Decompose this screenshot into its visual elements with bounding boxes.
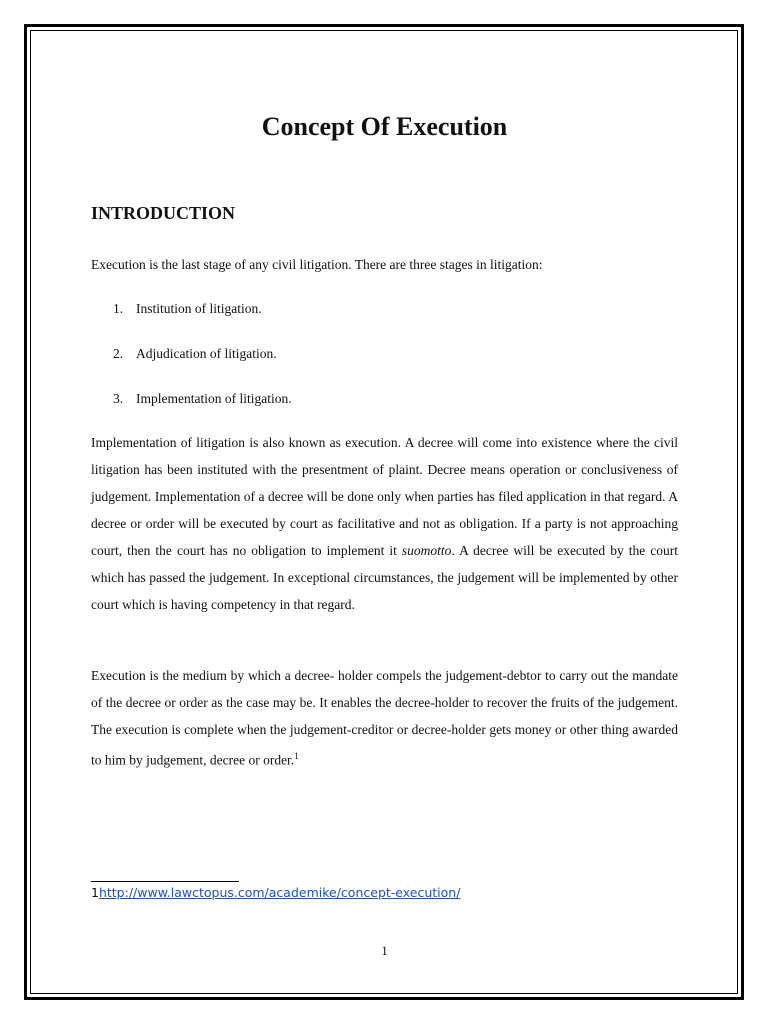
italic-term: suomotto xyxy=(401,543,452,558)
document-title: Concept Of Execution xyxy=(261,112,508,141)
list-item xyxy=(113,385,292,412)
body-paragraph-2 xyxy=(91,662,678,774)
footnote-link[interactable]: http://www.lawctopus.com/academike/concept-execution/ xyxy=(98,885,461,900)
list-item xyxy=(113,340,277,367)
paragraph-text: Execution is the medium by which a decree- holder compels the judgement-debtor to carry out the mandate of the decree or order as the case may be. It enables the decree-holder to recover the fruits of the judgement. The execution is complete when the judgement-creditor or decree-holder gets money or other thing awarded to him by judgement, decree or order. xyxy=(91,668,678,768)
body-paragraph-1 xyxy=(91,429,678,618)
paragraph-text: . A decree will be executed by the court which has passed the judgement. In exceptional circumstances, the judgement will be implemented by other court which is having competency in that regard. xyxy=(91,543,678,612)
page-number: 1 xyxy=(381,943,388,958)
list-text: Institution of litigation. xyxy=(136,301,262,316)
footnote-separator xyxy=(91,881,239,882)
intro-paragraph: Execution is the last stage of any civil litigation. There are three stages in litigation: xyxy=(91,257,543,272)
footnote-number: 1 xyxy=(91,885,99,900)
list-number: 3. xyxy=(113,391,124,406)
list-text: Implementation of litigation. xyxy=(136,391,292,406)
section-heading: INTRODUCTION xyxy=(91,203,236,223)
list-number: 1. xyxy=(113,301,124,316)
footnote xyxy=(91,885,460,900)
paragraph-text: Implementation of litigation is also known as execution. A decree will come into existence where the civil litigation has been instituted with the presentment of plaint. Decree means operation or conclusiveness of judgement. Implementation of a decree will be done only when parties has filed application in that regard. A decree or order will be executed by court as facilitative and not as obligation. If a party is not approaching court, then the court has no obligation to implement it xyxy=(91,435,678,558)
footnote-reference: 1 xyxy=(294,751,299,761)
list-text: Adjudication of litigation. xyxy=(136,346,277,361)
list-number: 2. xyxy=(113,346,124,361)
list-item xyxy=(113,295,262,322)
